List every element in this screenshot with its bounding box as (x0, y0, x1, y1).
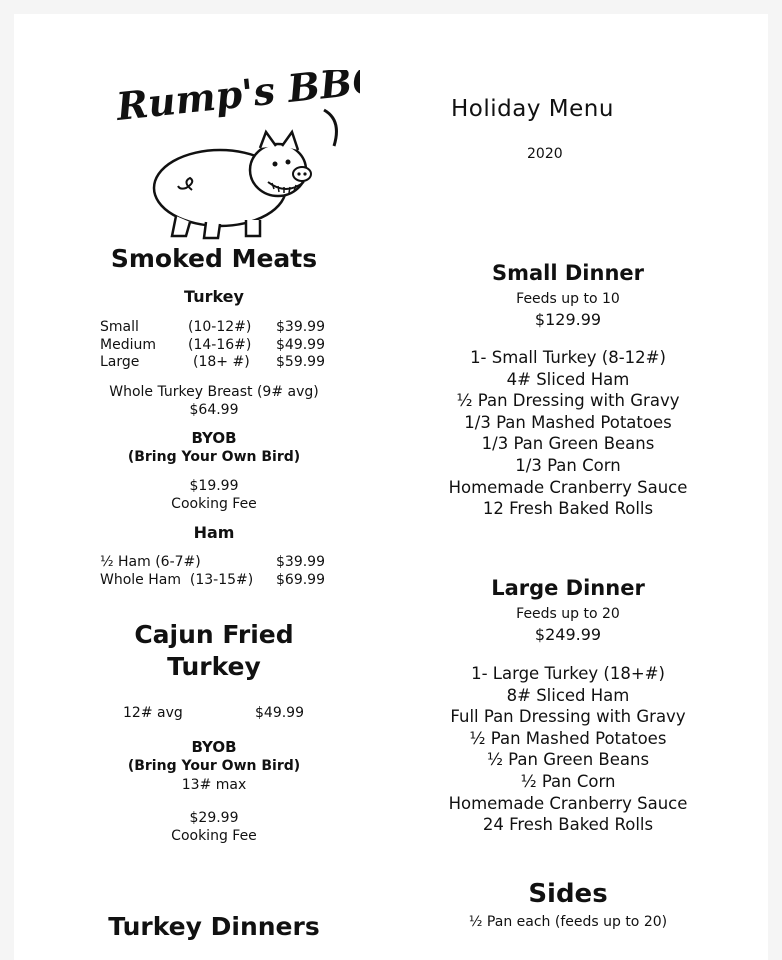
pig-logo-icon (110, 70, 360, 245)
turkey-dinners-heading: Turkey Dinners (108, 912, 320, 941)
turkey-heading: Turkey (184, 287, 244, 306)
list-item: Homemade Cranberry Sauce (448, 477, 688, 497)
small-dinner-price: $129.99 (534, 310, 602, 329)
list-item: ½ Pan Corn (520, 771, 616, 791)
list-item: ½ Pan Green Beans (486, 750, 650, 770)
cajun-byob-max: 13# max (181, 777, 247, 793)
logo-lettering: Rump's BBQ (114, 70, 360, 129)
sides-subheading: ½ Pan each (feeds up to 20) (468, 914, 668, 930)
cajun-byob-fee: Cooking Fee (171, 828, 257, 844)
sides-heading: Sides (528, 879, 608, 909)
cajun-heading-line2: Turkey (167, 652, 261, 681)
list-item: 1/3 Pan Mashed Potatoes (464, 412, 672, 432)
byob-fee: Cooking Fee (171, 496, 257, 512)
list-item: 1/3 Pan Corn (515, 455, 621, 475)
turkey-price-table (100, 319, 350, 372)
turkey-row: Large (18+ #) $59.99 (100, 354, 325, 370)
small-dinner-heading: Small Dinner (491, 261, 644, 285)
menu-page (14, 14, 768, 960)
list-item: ½ Pan Dressing with Gravy (456, 391, 680, 411)
cajun-byob-title: BYOB (191, 738, 237, 756)
menu-year: 2020 (527, 146, 563, 162)
large-dinner-feeds: Feeds up to 20 (516, 606, 620, 622)
ham-heading: Ham (193, 523, 235, 542)
large-dinner-items (418, 663, 718, 836)
ham-row: Whole Ham (13-15#) $69.99 (100, 571, 325, 588)
list-item: ½ Pan Mashed Potatoes (469, 728, 667, 748)
ham-price-table (100, 554, 350, 589)
list-item: 1- Small Turkey (8-12#) (470, 348, 666, 367)
byob-title: BYOB (191, 429, 237, 447)
list-item: Full Pan Dressing with Gravy (450, 707, 686, 727)
list-item: Homemade Cranberry Sauce (448, 793, 688, 813)
byob-subtitle: (Bring Your Own Bird) (127, 449, 301, 465)
list-item: 1/3 Pan Green Beans (481, 434, 655, 454)
turkey-breast-price: $64.99 (189, 402, 239, 418)
cajun-price: $49.99 (255, 705, 304, 721)
rumps-bbq-logo (110, 70, 360, 245)
small-dinner-items (418, 347, 718, 520)
list-item: 8# Sliced Ham (506, 685, 630, 705)
turkey-row: Small (10-12#) $39.99 (100, 319, 325, 335)
large-dinner-price: $249.99 (534, 625, 602, 644)
list-item: 24 Fresh Baked Rolls (482, 815, 654, 835)
turkey-breast: Whole Turkey Breast (9# avg) (109, 384, 319, 400)
list-item: 12 Fresh Baked Rolls (482, 499, 654, 519)
cajun-avg: 12# avg (123, 705, 183, 721)
ham-row: ½ Ham (6-7#) $39.99 (100, 554, 325, 570)
list-item: 1- Large Turkey (18+#) (471, 664, 665, 683)
cajun-heading-line1: Cajun Fried (134, 620, 294, 649)
cajun-byob-price: $29.99 (189, 810, 239, 826)
cajun-byob-subtitle: (Bring Your Own Bird) (127, 758, 301, 774)
list-item: 4# Sliced Ham (506, 369, 630, 389)
byob-price: $19.99 (189, 478, 239, 494)
menu-title: Holiday Menu (451, 96, 614, 122)
small-dinner-feeds: Feeds up to 10 (516, 291, 620, 307)
large-dinner-heading: Large Dinner (491, 576, 645, 600)
smoked-meats-heading: Smoked Meats (110, 244, 318, 273)
turkey-row: Medium (14-16#) $49.99 (100, 336, 325, 353)
